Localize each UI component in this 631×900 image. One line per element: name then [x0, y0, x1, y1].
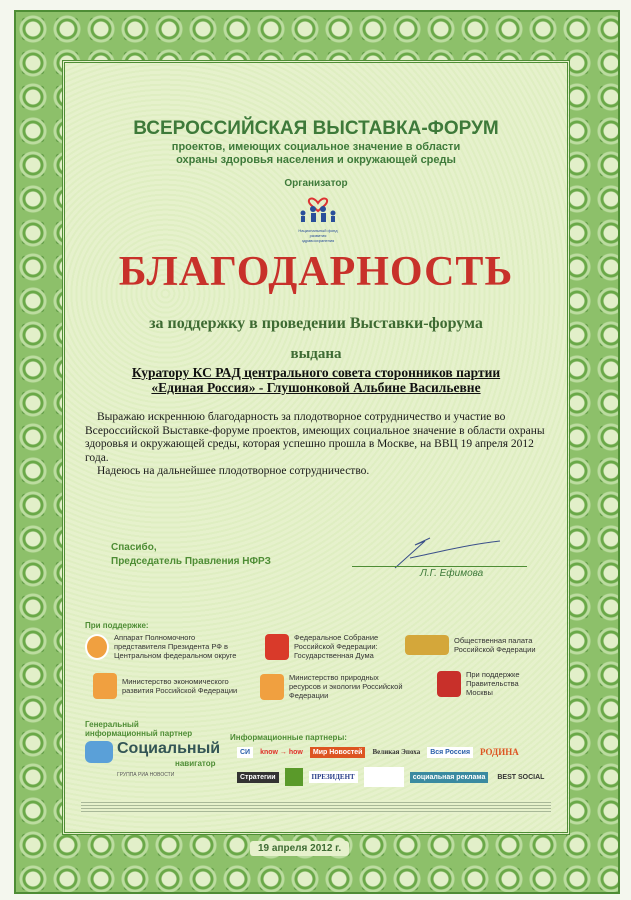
building-icon	[405, 635, 449, 655]
exhibition-subtitle-2: охраны здоровья населения и окружающей среды	[176, 154, 456, 166]
partner-logo: РОДИНА	[480, 747, 519, 757]
partner-logo-icon: СИ	[237, 747, 253, 758]
fine-print	[81, 800, 551, 814]
issued-label: выдана	[290, 346, 342, 362]
eagle-emblem-icon	[85, 634, 109, 660]
body-paragraph-1: Выражаю искреннюю благодарность за плодотворное сотрудничество и участие во Всероссийской Выставке-форуме проектов, имеющих социальное значение в области охраны здоровья и окружающей среды, которая успешно прошла в Москве, на ВВЦ 19 апреля 2012 года.	[85, 411, 545, 464]
general-partner-sub: навигатор	[175, 759, 216, 768]
supporter-item: Федеральное Собрание Российской Федерации: Государственная Дума	[265, 633, 395, 660]
partner-logo-icon	[364, 767, 404, 787]
supporter-item: При поддержке Правительства Москвы	[437, 670, 547, 697]
certificate-reason: за поддержку в проведении Выставки-форума	[149, 315, 483, 332]
partner-logo: BEST SOCIAL	[497, 773, 545, 781]
certificate-title: БЛАГОДАРНОСТЬ	[118, 249, 514, 295]
partner-logo: Вся Россия	[427, 747, 473, 758]
general-partner-group: ГРУППА РИА НОВОСТИ	[117, 772, 175, 778]
signer-position: Председатель Правления НФРЗ	[111, 556, 271, 567]
social-navigator-logo-icon	[85, 741, 113, 763]
partner-logo: ПРЕЗИДЕНТ	[309, 771, 358, 783]
certificate-body	[62, 60, 570, 835]
body-paragraph-2: Надеюсь на дальнейшее плодотворное сотрудничество.	[97, 465, 370, 477]
moscow-emblem-icon	[437, 671, 461, 697]
supporter-item: Министерство природных ресурсов и экологии Российской Федерации	[260, 673, 410, 700]
partner-logo: Мир Новостей	[310, 747, 366, 758]
recipient-line-2: «Единая Россия» - Глушонковой Альбине Васильевне	[151, 380, 481, 395]
organizer-logo-text: Национальный фонд развития здравоохранения	[298, 228, 338, 243]
recipient-line-1: Куратору КС РАД центрального совета сторонников партии	[131, 365, 501, 380]
thanks-text: Спасибо,	[111, 542, 157, 553]
eagle-emblem-icon	[93, 673, 117, 699]
general-partner-label: Генеральный информационный партнер	[85, 720, 193, 738]
support-label: При поддержке:	[85, 621, 149, 630]
general-partner-name: Социальный	[117, 740, 221, 757]
info-partners-label: Информационные партнеры:	[230, 733, 347, 742]
partner-logo: know → how	[260, 748, 303, 756]
partner-logo: Великая Эпоха	[372, 748, 421, 756]
partner-logo-icon	[285, 768, 303, 786]
exhibition-title: ВСЕРОССИЙСКАЯ ВЫСТАВКА-ФОРУМ	[133, 118, 499, 139]
exhibition-subtitle-1: проектов, имеющих социальное значение в области	[171, 141, 461, 153]
partner-logo: социальная реклама	[410, 772, 489, 783]
supporter-item: Аппарат Полномочного представителя Президента РФ в Центральном федеральном округе	[85, 633, 245, 660]
partner-logo: Стратегии	[237, 772, 279, 783]
signature-line	[352, 566, 527, 567]
organizer-label: Организатор	[284, 178, 348, 189]
handwritten-signature	[385, 533, 505, 573]
eagle-emblem-icon	[265, 634, 289, 660]
signer-name: Л.Г. Ефимова	[420, 568, 484, 579]
eagle-emblem-icon	[260, 674, 284, 700]
supporter-item: Министерство экономического развития Российской Федерации	[93, 673, 253, 699]
footer-date: 19 апреля 2012 г.	[250, 841, 349, 856]
supporter-item: Общественная палата Российской Федерации	[405, 635, 570, 655]
organizer-logo	[293, 193, 343, 243]
